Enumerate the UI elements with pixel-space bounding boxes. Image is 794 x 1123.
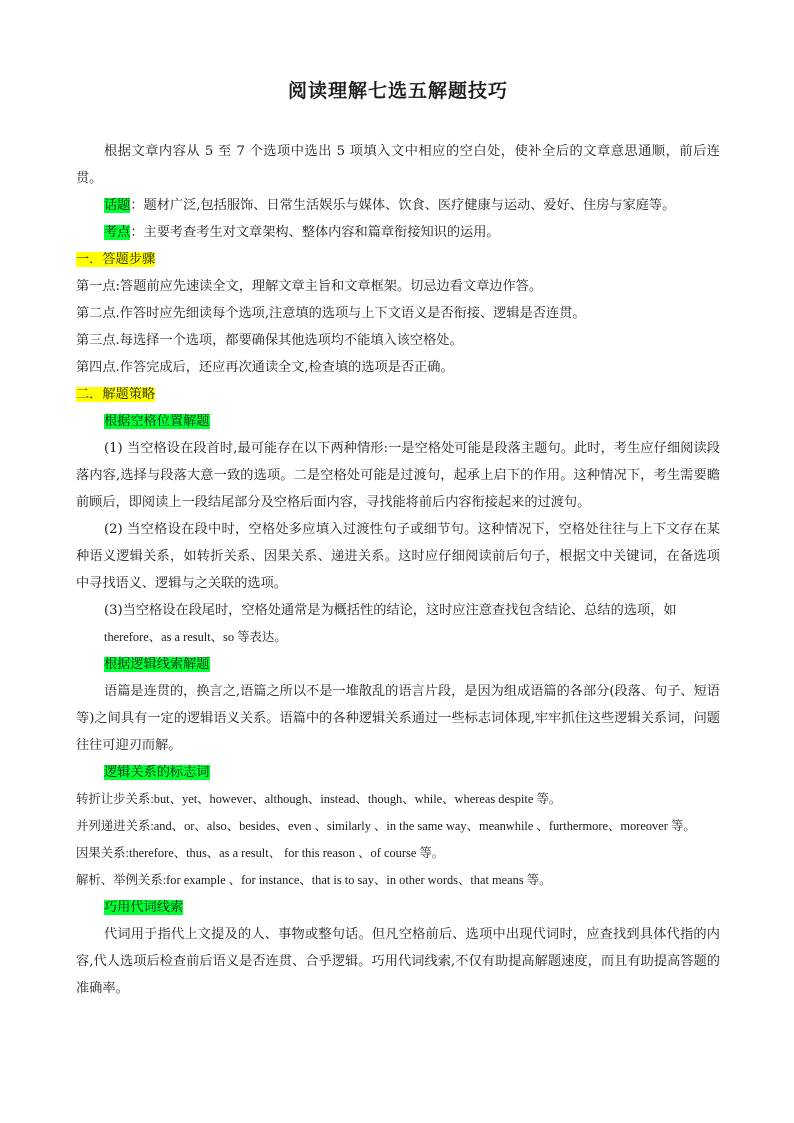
sub2-heading: 根据逻辑线索解题 bbox=[104, 657, 210, 672]
sub2-heading-line bbox=[76, 651, 720, 678]
section2-heading-line bbox=[76, 381, 720, 408]
section1-heading-line bbox=[76, 246, 720, 273]
section2-heading: 二．解题策略 bbox=[76, 387, 156, 402]
sub3-heading-line bbox=[76, 759, 720, 786]
sub4-heading-line bbox=[76, 894, 720, 921]
sub1-heading: 根据空格位置解题 bbox=[104, 414, 210, 429]
focus-text: ：主要考查考生对文章架构、整体内容和篇章衔接知识的运用。 bbox=[130, 225, 500, 240]
page-title: 阅读理解七选五解题技巧 bbox=[287, 80, 508, 102]
topic-label: 话题 bbox=[104, 198, 131, 213]
sub1-heading-line bbox=[76, 408, 720, 435]
sub1-paragraph-3-cont: therefore、as a result、so 等表达。 bbox=[104, 630, 287, 644]
step-item: 第三点.每选择一个选项，都要确保其他选项均不能填入该空格处。 bbox=[76, 333, 463, 348]
marker-line: 因果关系:therefore、thus、as a result、 for this reason 、of course 等。 bbox=[76, 846, 445, 860]
sub4-paragraph: 代词用于指代上文提及的人、事物或整句话。但凡空格前后、选项中出现代词时，应查找到具体代指的内容,代人选项后检查前后语义是否连贯、合乎逻辑。巧用代词线索,不仅有助提高解题速度，而且有助提高答题的准确率。 bbox=[76, 927, 720, 996]
section1-heading: 一．答题步骤 bbox=[76, 252, 156, 267]
focus-line bbox=[76, 219, 720, 246]
step-item: 第一点:答题前应先速读全文，理解文章主旨和文章框架。切忌边看文章边作答。 bbox=[76, 279, 543, 294]
intro-paragraph: 根据文章内容从 5 至 7 个选项中选出 5 项填入文中相应的空白处，使补全后的文章意思通顺，前后连贯。 bbox=[76, 144, 720, 186]
sub4-heading: 巧用代词线索 bbox=[104, 900, 184, 915]
sub3-heading: 逻辑关系的标志词 bbox=[104, 765, 210, 780]
document-body bbox=[76, 138, 720, 1002]
step-item: 第二点.作答时应先细读每个选项,注意填的选项与上下文语义是否衔接、逻辑是否连贯。 bbox=[76, 306, 586, 321]
focus-label: 考点 bbox=[104, 225, 131, 240]
topic-text: ：题材广泛,包括服饰、日常生活娱乐与媒体、饮食、医疗健康与运动、爱好、住房与家庭等。 bbox=[130, 198, 676, 213]
sub1-paragraph-2: (2) 当空格设在段中时，空格处多应填入过渡性句子或细节句。这种情况下，空格处往往与上下文存在某种语义逻辑关系，如转折关系、因果关系、递进关系。这时应仔细阅读前后句子，根据文中关键词，在备选项中寻找语义、逻辑与之关联的选项。 bbox=[76, 522, 720, 591]
step-item: 第四点.作答完成后，还应再次通读全文,检查填的选项是否正确。 bbox=[76, 360, 454, 375]
sub1-paragraph-1: (1) 当空格设在段首时,最可能存在以下两种情形:一是空格处可能是段落主题句。此时，考生应仔细阅读段落内容,选择与段落大意一致的选项。二是空格处可能是过渡句，起承上启下的作用。这种情况下，考生需要瞻前顾后，即阅读上一段结尾部分及空格后面内容，寻找能将前后内容衔接起来的过渡句。 bbox=[76, 441, 721, 510]
sub1-paragraph-3: (3)当空格设在段尾时，空格处通常是为概括性的结论，这时应注意查找包含结论、总结的选项，如 bbox=[104, 603, 677, 618]
topic-line bbox=[76, 192, 720, 219]
marker-line: 解析、举例关系:for example 、for instance、that is to say、in other words、that means 等。 bbox=[76, 873, 552, 887]
marker-line: 并列递进关系:and、or、also、besides、even 、similarly 、in the same way、meanwhile 、furthermore、moreover 等。 bbox=[76, 819, 696, 833]
marker-line: 转折让步关系:but、yet、however、although、instead、though、while、whereas despite 等。 bbox=[76, 792, 562, 806]
sub2-paragraph: 语篇是连贯的，换言之,语篇之所以不是一堆散乱的语言片段，是因为组成语篇的各部分(段落、句子、短语等)之间具有一定的逻辑语义关系。语篇中的各种逻辑关系通过一些标志词体现,牢牢抓住这些逻辑关系词，问题往往可迎刃而解。 bbox=[76, 684, 720, 753]
